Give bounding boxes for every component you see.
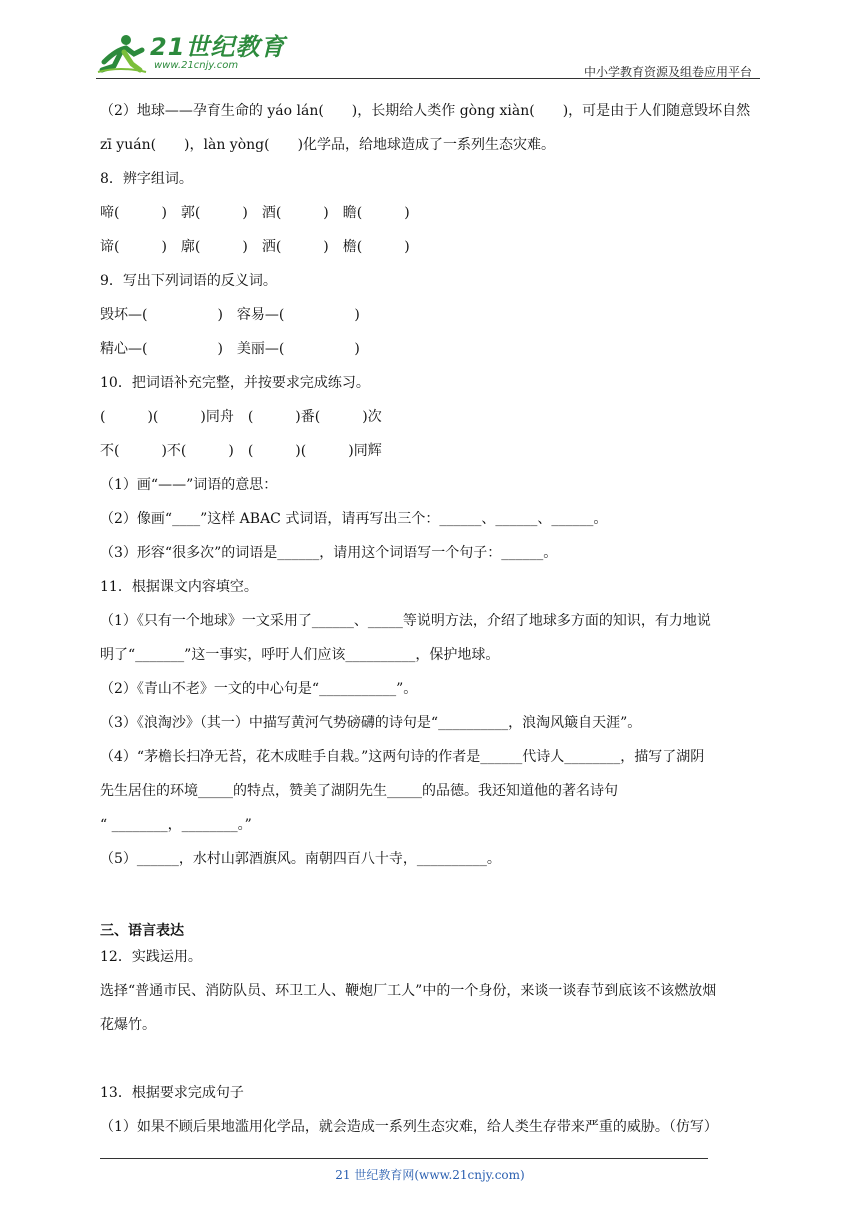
- text-line: （1）如果不顾后果地滥用化学品，就会造成一系列生态灾难，给人类生存带来严重的威胁。（仿写）: [100, 1119, 718, 1135]
- text-line: （3）《浪淘沙》（其一）中描写黄河气势磅礴的诗句是“__________，浪淘风簸自天涯”。: [100, 715, 642, 731]
- question-title: 9．写出下列词语的反义词。: [100, 273, 277, 289]
- text-line: 谛( ) 廓( ) 洒( ) 檐( ): [100, 239, 410, 255]
- text-line: 选择“普通市民、消防队员、环卫工人、鞭炮厂工人”中的一个身份，来谈一谈春节到底该不该燃放烟: [100, 983, 717, 999]
- text-line: 精心—( ) 美丽—( ): [100, 341, 360, 357]
- logo: [96, 30, 285, 76]
- header-divider: [96, 78, 760, 79]
- page-header: [96, 30, 760, 78]
- text-line: ( )( )同舟 ( )番( )次: [100, 409, 382, 425]
- text-line: （2）《青山不老》一文的中心句是“___________”。: [100, 681, 418, 697]
- text-line: （1）《只有一个地球》一文采用了______、_____等说明方法，介绍了地球多方面的知识，有力地说: [100, 613, 711, 629]
- question-title: 12．实践运用。: [100, 949, 202, 965]
- footer-divider: [100, 1158, 708, 1159]
- text-line: 明了“_______”这一事实，呼吁人们应该__________，保护地球。: [100, 647, 500, 663]
- runner-logo-icon: [96, 32, 148, 74]
- text-line: （1）画“——”词语的意思：: [100, 477, 278, 493]
- text-line: 毁坏—( ) 容易—( ): [100, 307, 360, 323]
- text-line: （4）“茅檐长扫净无苔，花木成畦手自栽。”这两句诗的作者是______代诗人________，描写了湖阴: [100, 749, 705, 765]
- text-line: （5）______，水村山郭酒旗风。南朝四百八十寺，__________。: [100, 851, 501, 867]
- logo-title: 21世纪教育: [150, 33, 286, 61]
- text-line: （2）像画“____”这样 ABAC 式词语，请再写出三个：______、______、______。: [100, 511, 608, 527]
- page-footer: 21 世纪教育网(www.21cnjy.com): [335, 1168, 525, 1182]
- text-line: 啼( ) 郭( ) 酒( ) 瞻( ): [100, 205, 410, 221]
- question-title: 13．根据要求完成句子: [100, 1085, 244, 1101]
- text-line: zī yuán( )，làn yòng( )化学品，给地球造成了一系列生态灾难。: [100, 137, 556, 153]
- text-line: 先生居住的环境_____的特点，赞美了湖阴先生_____的品德。我还知道他的著名诗句: [100, 783, 618, 799]
- question-title: 10．把词语补充完整，并按要求完成练习。: [100, 375, 370, 391]
- section-heading: 三、语言表达: [100, 923, 184, 939]
- logo-url: www.21cnjy.com: [154, 60, 239, 71]
- text-line: （2）地球——孕育生命的 yáo lán( )，长期给人类作 gòng xiàn( )，可是由于人们随意毁坏自然: [100, 103, 751, 119]
- question-title: 11．根据课文内容填空。: [100, 579, 258, 595]
- text-line: 花爆竹。: [100, 1017, 156, 1033]
- platform-name: 中小学教育资源及组卷应用平台: [583, 65, 752, 79]
- text-line: （3）形容“很多次”的词语是______，请用这个词语写一个句子：______。: [100, 545, 558, 561]
- text-line: “ ________，________。”: [100, 817, 252, 833]
- text-line: 不( )不( ) ( )( )同辉: [100, 443, 382, 459]
- question-title: 8．辨字组词。: [100, 171, 193, 187]
